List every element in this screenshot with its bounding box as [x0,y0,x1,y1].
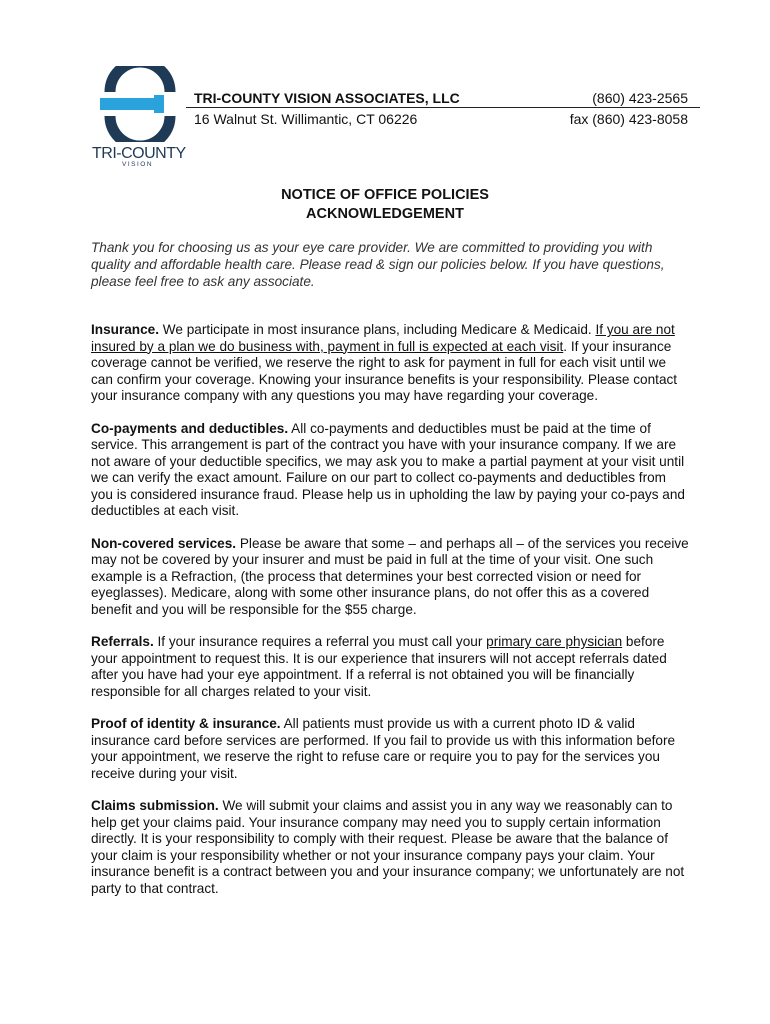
section-text: All co-payments and deductibles must be paid at the time of service. This arrangement is part of the contract you have with your insurance company. If we are not aware of your deductible specifics, we may ask you to make a partial payment at your visit until we can verify the exact amount. Failure on our part to collect co-payments and deductibles from you is considered insurance fraud. Please help us in upholding the law by paying your co-pays and deductibles at each visit. [91,420,685,518]
underlined-text: If you are not insured by a plan we do business with, payment in full is expected at each visit [91,322,675,354]
fax-number: fax (860) 423-8058 [569,111,688,127]
logo-name: TRI-COUNTY [92,145,186,162]
section-text: We will submit your claims and assist you in any way we reasonably can to help get your claims paid. Your insurance company may need you to supply certain information directly. It is your responsibility to comply with their request. Please be aware that the balance of your claim is your responsibility whether or not your insurance company pays your claim. Your insurance benefit is a contract between you and your insurance company; we unfortunately are not party to that contract. [91,798,685,896]
section-copayments [91,421,691,520]
section-text: . If your insurance coverage cannot be verified, we reserve the right to ask for payment in full for each visit until we can confirm your coverage. Knowing your insurance benefits is your responsibility. Please contact your insurance company with any questions you may have regarding your coverage. [91,338,678,403]
document-title [0,186,770,224]
section-text: We participate in most insurance plans, including Medicare & Medicaid. [159,322,596,337]
company-logo [92,66,188,169]
section-heading: Insurance. [91,322,159,337]
section-heading: Non-covered services. [91,535,237,551]
section-text: All patients must provide us with a current photo ID & valid insurance card before services are performed. If you fail to provide us with this information before your appointment, we reserve the right to refuse care or require you to pay for the services you receive during your visit. [91,716,676,781]
section-referrals [91,634,691,700]
section-insurance [91,322,691,405]
title-line-1: NOTICE OF OFFICE POLICIES [281,187,489,203]
section-identity [91,716,691,782]
section-claims [91,798,691,897]
title-line-2: ACKNOWLEDGEMENT [306,206,464,222]
letterhead [186,90,700,127]
section-heading: Co-payments and deductibles. [91,420,289,436]
company-address: 16 Walnut St. Willimantic, CT 06226 [194,111,418,127]
company-name: TRI-COUNTY VISION ASSOCIATES, LLC [194,90,460,106]
section-text: before your appointment to request this. It is our experience that insurers will not accept referrals dated after you have had your eye appointment. If a referral is not obtained you will be financially responsible for all charges related to your visit. [91,634,667,699]
section-heading: Proof of identity & insurance. [91,716,281,731]
section-heading: Claims submission. [91,798,219,813]
logo-subtitle: VISION [122,161,154,168]
eye-logo-icon [100,66,180,142]
section-text: If your insurance requires a referral you must call your [153,634,487,649]
phone-number: (860) 423-2565 [592,90,688,106]
intro-paragraph: Thank you for choosing us as your eye care provider. We are committed to providing you with quality and affordable health care. Please read & sign our policies below. If you have questions, please feel free to ask any associate. [91,240,665,289]
underlined-text: primary care physician [486,634,623,649]
section-text: Please be aware that some – and perhaps all – of the services you receive may not be covered by your insurer and must be paid in full at the time of your visit. One such example is a Refraction, (the process that determines your best corrected vision or need for eyeglasses). Medicare, along with some other insurance plans, do not offer this as a covered benefit and you will be responsible for the $55 charge. [91,535,689,617]
section-non-covered [91,536,691,619]
policy-sections [91,322,691,913]
section-heading: Referrals. [91,634,154,649]
